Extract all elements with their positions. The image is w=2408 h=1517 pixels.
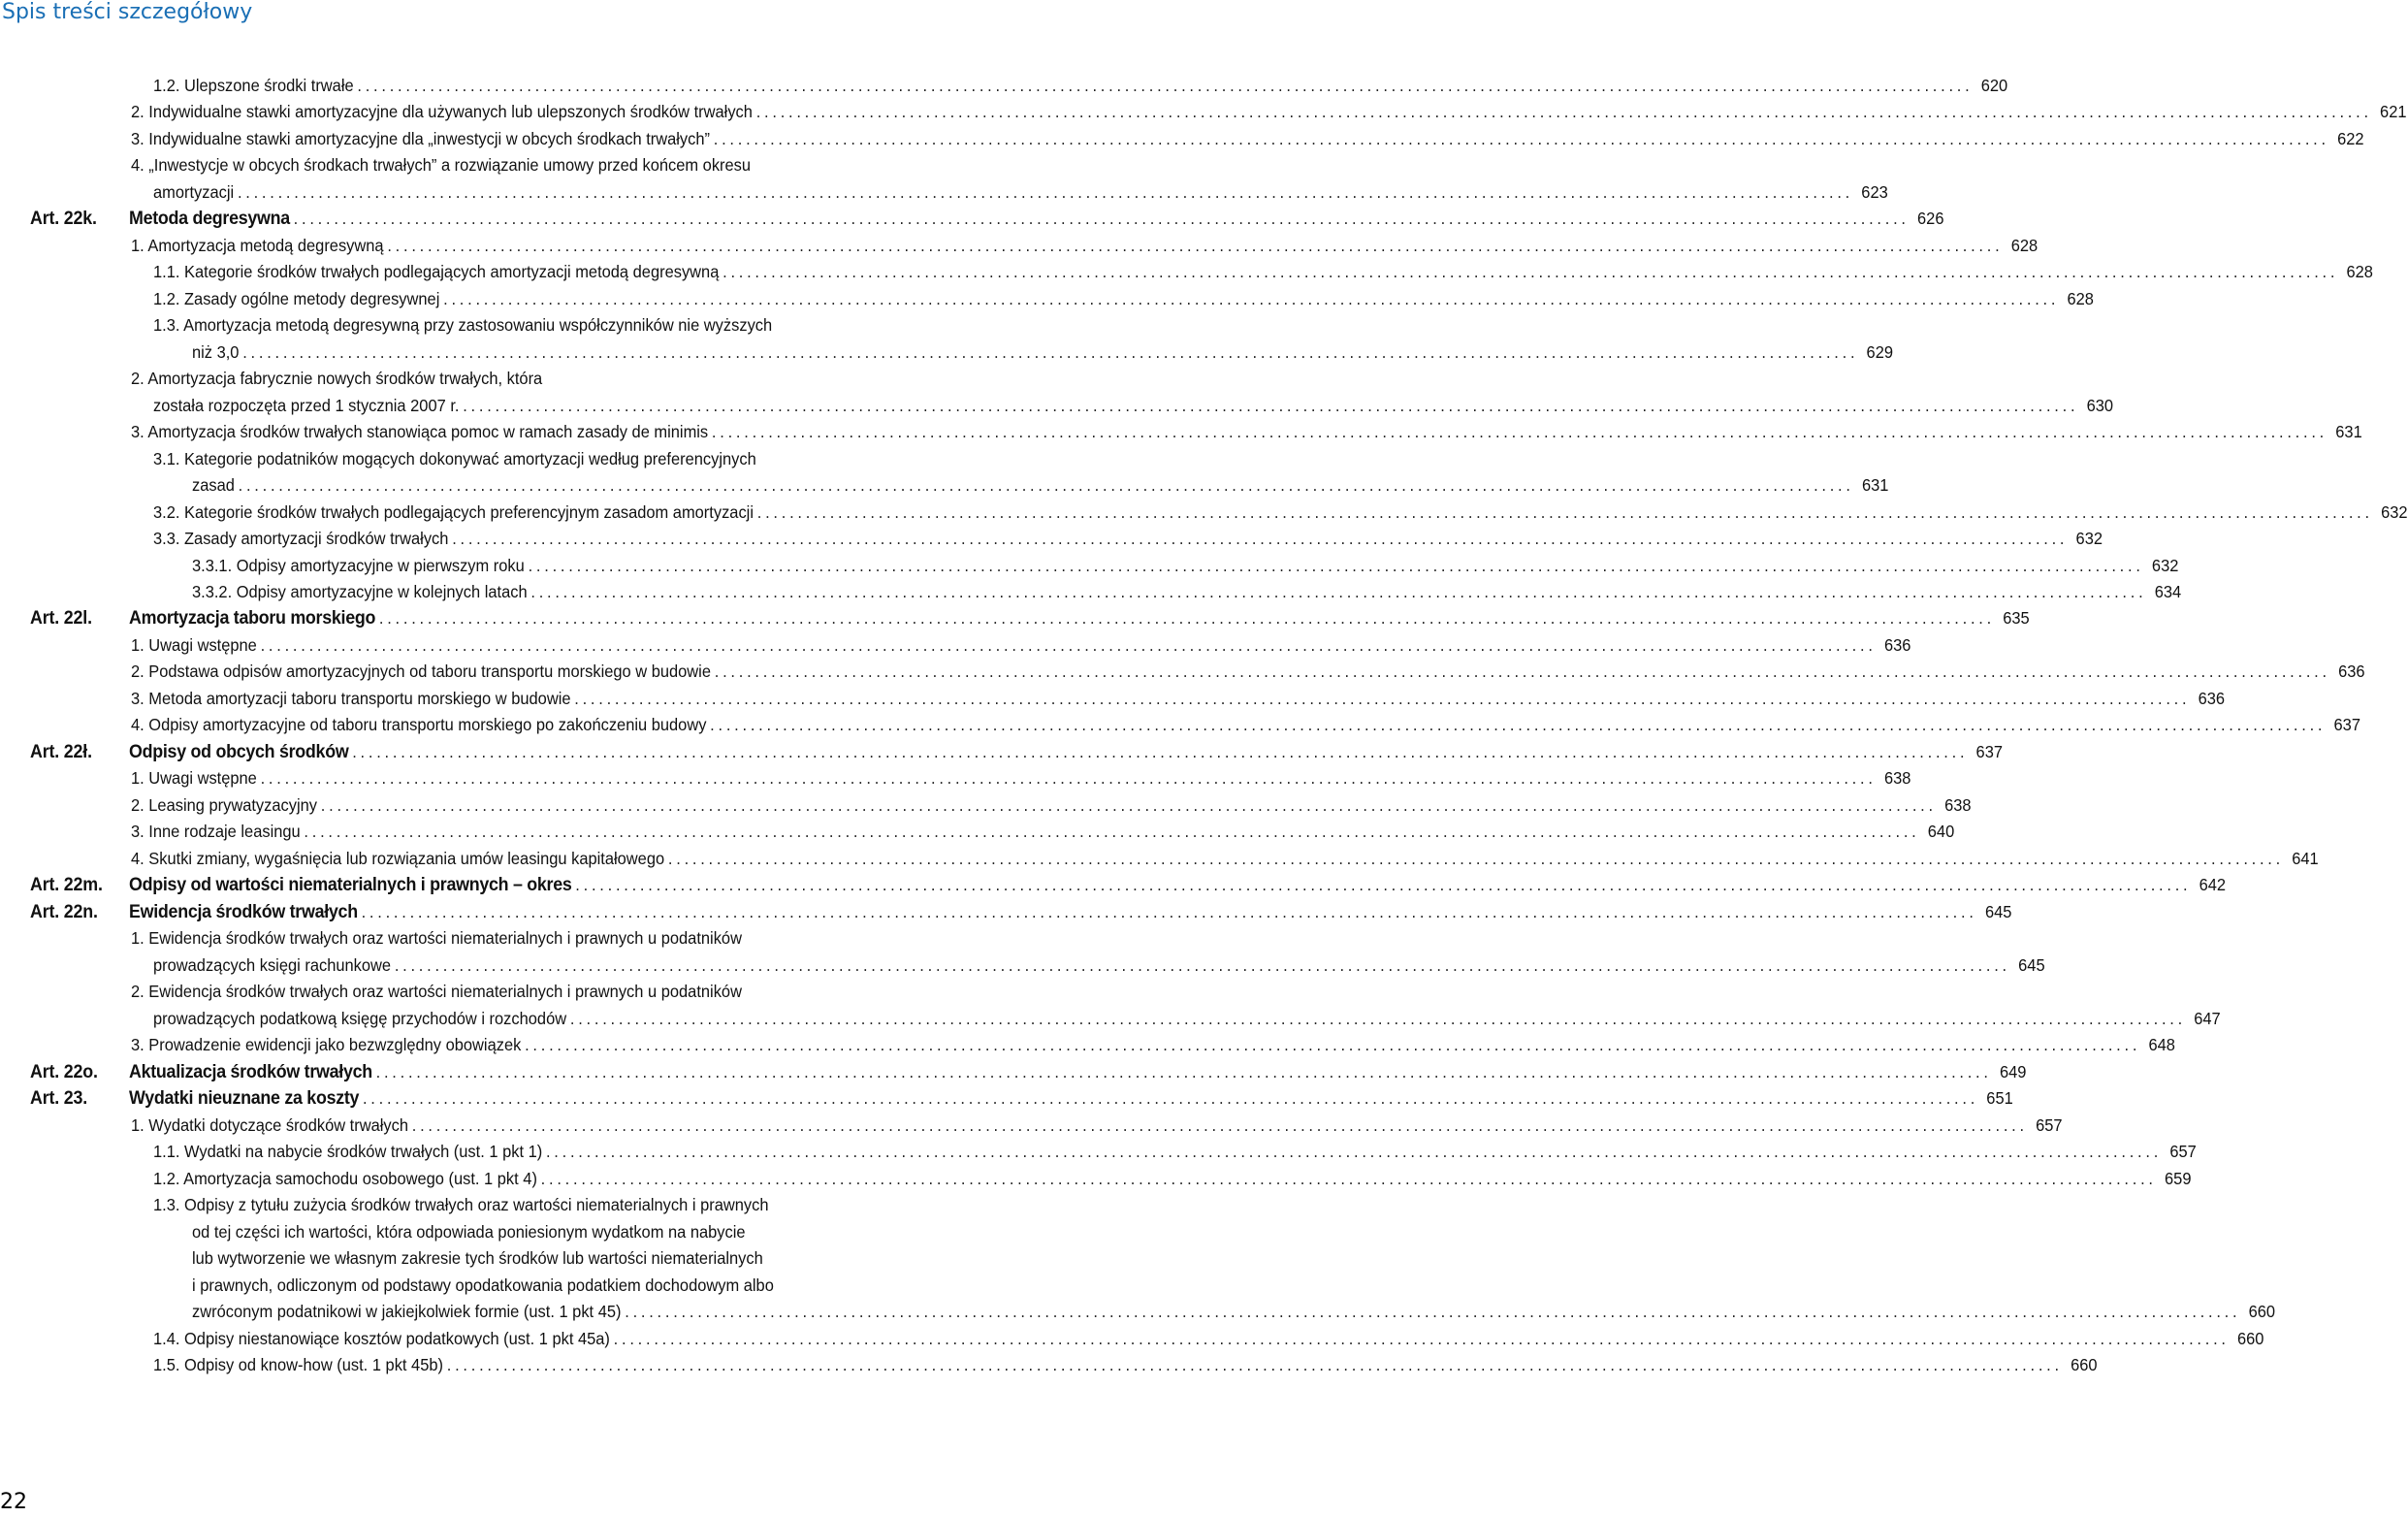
entry-page-number: 638: [1883, 768, 1911, 788]
toc-line: [0, 1299, 2276, 1325]
entry-page-number: 660: [2071, 1355, 2098, 1374]
toc-line: [0, 765, 1911, 791]
toc-line: [0, 1085, 2013, 1112]
dot-leader: ........................................................................................................................................................................................................: [755, 102, 2372, 121]
dot-leader: ........................................................................................................................................................................................................: [361, 902, 1977, 921]
toc-entry[interactable]: [130, 659, 2365, 685]
entry-title: 1.2. Ulepszone środki trwałe: [152, 76, 354, 95]
entry-page-number: 631: [1861, 475, 1889, 495]
toc-entry[interactable]: [152, 500, 2408, 526]
article-entry[interactable]: [128, 605, 2030, 631]
entry-title: 1.4. Odpisy niestanowiące kosztów podatkowych (ust. 1 pkt 45a): [152, 1329, 610, 1348]
toc-entry[interactable]: [130, 792, 1972, 819]
toc-entry[interactable]: [130, 846, 2319, 872]
article-entry[interactable]: [128, 206, 1944, 232]
article-number: Art. 22l.: [30, 608, 92, 629]
dot-leader: ........................................................................................................................................................................................................: [411, 1115, 2028, 1135]
toc-entry[interactable]: [191, 339, 1894, 366]
entry-page-number: 645: [2018, 955, 2045, 975]
article-entry[interactable]: [128, 1059, 2027, 1085]
toc-line: [0, 979, 931, 1005]
toc-entry[interactable]: [152, 393, 2114, 419]
toc-entry[interactable]: [152, 1166, 2192, 1192]
entry-title: 3.2. Kategorie środków trwałych podlegających preferencyjnym zasadom amortyzacji: [152, 502, 754, 522]
entry-title: Aktualizacja środków trwałych: [128, 1062, 372, 1082]
dot-leader: ........................................................................................................................................................................................................: [452, 529, 2069, 548]
entry-title: 3. Prowadzenie ewidencji jako bezwzględny obowiązek: [130, 1035, 522, 1054]
dot-leader: ........................................................................................................................................................................................................: [530, 582, 2147, 601]
article-number: Art. 22m.: [30, 875, 103, 895]
entry-title: zasad: [191, 475, 235, 495]
entry-page-number: 630: [2086, 396, 2114, 415]
toc-line: [0, 1245, 931, 1272]
entry-title: Odpisy od wartości niematerialnych i prawnych – okres: [128, 875, 572, 895]
entry-page-number: 648: [2148, 1035, 2175, 1054]
toc-line: [0, 1059, 2027, 1085]
entry-page-number: 635: [2003, 608, 2030, 628]
toc-line: [0, 1192, 931, 1218]
entry-page-number: 640: [1927, 822, 1955, 841]
entry-title: 1. Wydatki dotyczące środków trwałych: [130, 1115, 409, 1135]
entry-title: 4. Skutki zmiany, wygaśnięcia lub rozwiązania umów leasingu kapitałowego: [130, 849, 665, 868]
toc-line: [0, 1032, 2175, 1058]
dot-leader: ........................................................................................................................................................................................................: [545, 1142, 2163, 1161]
toc-line: [0, 99, 2407, 125]
toc-entry[interactable]: [130, 632, 1911, 659]
entry-title: Odpisy od obcych środków: [128, 742, 349, 762]
dot-leader: ........................................................................................................................................................................................................: [352, 742, 1969, 761]
entry-page-number: 632: [2151, 556, 2179, 575]
dot-leader: ........................................................................................................................................................................................................: [625, 1302, 2241, 1321]
toc-line: [0, 712, 2360, 738]
entry-page-number: 628: [2010, 236, 2039, 255]
dot-leader: ........................................................................................................................................................................................................: [722, 262, 2339, 281]
entry-title: prowadzących księgi rachunkowe: [152, 955, 392, 975]
entry-title: 2. Indywidualne stawki amortyzacyjne dla używanych lub ulepszonych środków trwałych: [130, 102, 753, 121]
toc-entry[interactable]: [130, 1113, 2063, 1139]
toc-line: [0, 152, 931, 178]
toc-line: [0, 659, 2365, 685]
entry-title: amortyzacji: [152, 182, 235, 202]
entry-page-number: 622: [2337, 129, 2364, 148]
toc-line: [0, 393, 2114, 419]
entry-page-number: 632: [2381, 502, 2408, 522]
toc-entry[interactable]: [152, 179, 1888, 206]
toc-line: [0, 872, 2227, 898]
dot-leader: ........................................................................................................................................................................................................: [711, 422, 2328, 441]
toc-entry[interactable]: [130, 765, 1911, 791]
entry-title: Wydatki nieuznane za koszty: [128, 1088, 360, 1109]
toc-line: [0, 419, 2362, 445]
article-number: Art. 22o.: [30, 1062, 98, 1082]
entry-page-number: 647: [2194, 1009, 2221, 1028]
toc-line: [0, 899, 2012, 925]
entry-title: 1.1. Kategorie środków trwałych podlegających amortyzacji metodą degresywną: [152, 262, 720, 281]
article-number: Art. 22n.: [30, 902, 98, 922]
toc-line: [0, 632, 1911, 659]
entry-title: niż 3,0: [191, 342, 240, 362]
entry-page-number: 623: [1861, 182, 1888, 202]
article-entry[interactable]: [128, 1085, 2013, 1112]
entry-title-line: 1. Ewidencja środków trwałych oraz wartości niematerialnych i prawnych u podatników: [130, 928, 742, 948]
entry-title: 3. Metoda amortyzacji taboru transportu morskiego w budowie: [130, 689, 571, 708]
entry-page-number: 621: [2380, 102, 2407, 121]
entry-title: 3. Inne rodzaje leasingu: [130, 822, 301, 841]
toc-line: [0, 605, 2030, 631]
toc-entry[interactable]: [152, 286, 2094, 312]
dot-leader: ........................................................................................................................................................................................................: [260, 768, 1877, 788]
entry-page-number: 651: [1986, 1088, 2013, 1108]
article-number: Art. 23.: [30, 1088, 88, 1109]
article-entry[interactable]: [128, 739, 2004, 765]
toc-line: [0, 1352, 2098, 1378]
dot-leader: ........................................................................................................................................................................................................: [238, 475, 1854, 495]
dot-leader: ........................................................................................................................................................................................................: [394, 955, 2010, 975]
entry-page-number: 636: [1883, 635, 1911, 655]
entry-title-line: 3.1. Kategorie podatników mogących dokonywać amortyzacji według preferencyjnych: [152, 449, 756, 468]
entry-title: 1. Uwagi wstępne: [130, 768, 257, 788]
entry-title: 3. Amortyzacja środków trwałych stanowiąca pomoc w ramach zasady de minimis: [130, 422, 709, 441]
entry-page-number: 645: [1984, 902, 2012, 921]
entry-title-line: 2. Ewidencja środków trwałych oraz wartości niematerialnych i prawnych u podatników: [130, 982, 742, 1001]
toc-line: [0, 819, 1955, 845]
entry-title: 1.1. Wydatki na nabycie środków trwałych (ust. 1 pkt 1): [152, 1142, 543, 1161]
toc-entry[interactable]: [152, 526, 2103, 552]
entry-page-number: 649: [1999, 1062, 2027, 1081]
entry-page-number: 657: [2169, 1142, 2197, 1161]
entry-title: 3. Indywidualne stawki amortyzacyjne dla „inwestycji w obcych środkach trwałych”: [130, 129, 711, 148]
toc-line: [0, 1113, 2063, 1139]
toc-line: [0, 792, 1972, 819]
dot-leader: ........................................................................................................................................................................................................: [463, 396, 2079, 415]
toc-line: [0, 952, 2045, 979]
toc-line: [0, 1326, 2264, 1352]
toc-line: [0, 206, 1944, 232]
toc-line: [0, 73, 2008, 99]
toc-line: [0, 446, 931, 472]
entry-title: 1.2. Zasady ogólne metody degresywnej: [152, 289, 440, 308]
entry-title: 4. Odpisy amortyzacyjne od taboru transportu morskiego po zakończeniu budowy: [130, 715, 707, 734]
entry-title: 1.2. Amortyzacja samochodu osobowego (ust. 1 pkt 4): [152, 1169, 537, 1188]
entry-page-number: 659: [2165, 1169, 2192, 1188]
article-number: Art. 22k.: [30, 209, 97, 229]
toc-line: [0, 739, 2004, 765]
toc-entry[interactable]: [130, 126, 2364, 152]
toc-line: [0, 126, 2364, 152]
toc-line: [0, 312, 931, 339]
dot-leader: ........................................................................................................................................................................................................: [362, 1088, 1979, 1108]
entry-title-line: 2. Amortyzacja fabrycznie nowych środków trwałych, która: [130, 369, 543, 388]
toc-line: [0, 286, 2094, 312]
toc-entry[interactable]: [152, 259, 2373, 285]
entry-page-number: 657: [2036, 1115, 2063, 1135]
dot-leader: ........................................................................................................................................................................................................: [613, 1329, 2230, 1348]
entry-page-number: 634: [2154, 582, 2182, 601]
entry-title: 1. Uwagi wstępne: [130, 635, 257, 655]
dot-leader: ........................................................................................................................................................................................................: [446, 1355, 2063, 1374]
toc-line: [0, 1139, 2197, 1165]
entry-page-number: 620: [1980, 76, 2008, 95]
dot-leader: ........................................................................................................................................................................................................: [357, 76, 1974, 95]
toc-entry[interactable]: [130, 1032, 2175, 1058]
article-entry[interactable]: [128, 872, 2227, 898]
entry-title: została rozpoczęta przed 1 stycznia 2007 r.: [152, 396, 460, 415]
entry-page-number: 629: [1866, 342, 1894, 362]
entry-title-line: 1.3. Odpisy z tytułu zużycia środków trwałych oraz wartości niematerialnych i prawnych: [152, 1195, 769, 1214]
entry-title-line: od tej części ich wartości, która odpowiada poniesionym wydatkom na nabycie: [191, 1222, 746, 1242]
toc-entry[interactable]: [191, 472, 1889, 499]
article-entry[interactable]: [128, 899, 2012, 925]
entry-title: 1. Amortyzacja metodą degresywną: [130, 236, 384, 255]
entry-page-number: 660: [2237, 1329, 2264, 1348]
entry-page-number: 628: [2346, 262, 2373, 281]
page-header-title: Spis treści szczegółowy: [2, 0, 253, 24]
entry-page-number: 642: [2199, 875, 2227, 894]
entry-title: Metoda degresywna: [128, 209, 290, 229]
toc-line: [0, 366, 931, 392]
dot-leader: ........................................................................................................................................................................................................: [375, 1062, 1992, 1081]
entry-title: 2. Podstawa odpisów amortyzacyjnych od taboru transportu morskiego w budowie: [130, 662, 711, 681]
toc-line: [0, 259, 2373, 285]
toc-line: [0, 500, 2408, 526]
dot-leader: ........................................................................................................................................................................................................: [320, 795, 1937, 815]
toc-line: [0, 339, 1894, 366]
toc-entry[interactable]: [130, 819, 1955, 845]
entry-title-line: lub wytworzenie we własnym zakresie tych środków lub wartości niematerialnych: [191, 1248, 763, 1268]
dot-leader: ........................................................................................................................................................................................................: [756, 502, 2373, 522]
toc-entry[interactable]: [130, 99, 2407, 125]
toc-line: [0, 179, 1888, 206]
dot-leader: ........................................................................................................................................................................................................: [569, 1009, 2186, 1028]
dot-leader: ........................................................................................................................................................................................................: [293, 209, 1910, 228]
toc-entry[interactable]: [130, 233, 2039, 259]
entry-page-number: 637: [2333, 715, 2360, 734]
entry-title: prowadzących podatkową księgę przychodów i rozchodów: [152, 1009, 567, 1028]
dot-leader: ........................................................................................................................................................................................................: [443, 289, 2060, 308]
toc-line: [0, 686, 2226, 712]
toc-line: [0, 526, 2103, 552]
toc-line: [0, 1006, 2221, 1032]
entry-title: 3.3. Zasady amortyzacji środków trwałych: [152, 529, 449, 548]
toc-entry[interactable]: [130, 686, 2226, 712]
toc-line: [0, 1273, 931, 1299]
entry-page-number: 628: [2067, 289, 2094, 308]
entry-title: Ewidencja środków trwałych: [128, 902, 358, 922]
article-number: Art. 22ł.: [30, 742, 92, 762]
toc-line: [0, 472, 1889, 499]
dot-leader: ........................................................................................................................................................................................................: [237, 182, 1854, 202]
dot-leader: ........................................................................................................................................................................................................: [525, 1035, 2141, 1054]
toc-entry[interactable]: [152, 1139, 2197, 1165]
toc-entry[interactable]: [152, 73, 2008, 99]
entry-title-line: 1.3. Amortyzacja metodą degresywną przy zastosowaniu współczynników nie wyższych: [152, 315, 773, 335]
dot-leader: ........................................................................................................................................................................................................: [714, 662, 2330, 681]
dot-leader: ........................................................................................................................................................................................................: [304, 822, 1920, 841]
dot-leader: ........................................................................................................................................................................................................: [378, 608, 1995, 628]
entry-page-number: 636: [2338, 662, 2365, 681]
entry-title: 2. Leasing prywatyzacyjny: [130, 795, 318, 815]
toc-entry[interactable]: [152, 1352, 2098, 1378]
dot-leader: ........................................................................................................................................................................................................: [575, 875, 2192, 894]
toc-entry[interactable]: [152, 952, 2045, 979]
toc-line: [0, 553, 2179, 579]
toc-line: [0, 1166, 2192, 1192]
toc-entry[interactable]: [191, 579, 2182, 605]
toc-line: [0, 846, 2319, 872]
entry-page-number: 632: [2075, 529, 2103, 548]
dot-leader: ........................................................................................................................................................................................................: [540, 1169, 2157, 1188]
entry-page-number: 638: [1944, 795, 1972, 815]
toc-entry[interactable]: [152, 1006, 2221, 1032]
dot-leader: ........................................................................................................................................................................................................: [387, 236, 2004, 255]
toc-entry[interactable]: [191, 553, 2179, 579]
entry-title: 1.5. Odpisy od know-how (ust. 1 pkt 45b): [152, 1355, 443, 1374]
toc-entry[interactable]: [152, 1326, 2264, 1352]
entry-title: 3.3.1. Odpisy amortyzacyjne w pierwszym roku: [191, 556, 525, 575]
toc-entry[interactable]: [130, 712, 2360, 738]
dot-leader: ........................................................................................................................................................................................................: [713, 129, 2329, 148]
entry-title: Amortyzacja taboru morskiego: [128, 608, 376, 629]
dot-leader: ........................................................................................................................................................................................................: [667, 849, 2284, 868]
toc-line: [0, 925, 931, 952]
page-number: 22: [0, 1490, 27, 1514]
toc-entry[interactable]: [130, 419, 2362, 445]
entry-title: zwróconym podatnikowi w jakiejkolwiek formie (ust. 1 pkt 45): [191, 1302, 622, 1321]
dot-leader: ........................................................................................................................................................................................................: [528, 556, 2144, 575]
toc-entry[interactable]: [191, 1299, 2276, 1325]
toc-line: [0, 1219, 931, 1245]
entry-page-number: 631: [2335, 422, 2362, 441]
dot-leader: ........................................................................................................................................................................................................: [574, 689, 2191, 708]
entry-page-number: 637: [1975, 742, 2004, 761]
entry-page-number: 641: [2292, 849, 2319, 868]
entry-page-number: 626: [1917, 209, 1944, 228]
entry-page-number: 636: [2198, 689, 2226, 708]
entry-title-line: 4. „Inwestycje w obcych środkach trwałych” a rozwiązanie umowy przed końcem okresu: [130, 155, 752, 175]
dot-leader: ........................................................................................................................................................................................................: [242, 342, 1859, 362]
dot-leader: ........................................................................................................................................................................................................: [710, 715, 2327, 734]
entry-title: 3.3.2. Odpisy amortyzacyjne w kolejnych latach: [191, 582, 528, 601]
entry-title-line: i prawnych, odliczonym od podstawy opodatkowania podatkiem dochodowym albo: [191, 1275, 774, 1295]
toc-line: [0, 233, 2039, 259]
dot-leader: ........................................................................................................................................................................................................: [260, 635, 1877, 655]
toc-line: [0, 579, 2182, 605]
entry-page-number: 660: [2248, 1302, 2276, 1321]
